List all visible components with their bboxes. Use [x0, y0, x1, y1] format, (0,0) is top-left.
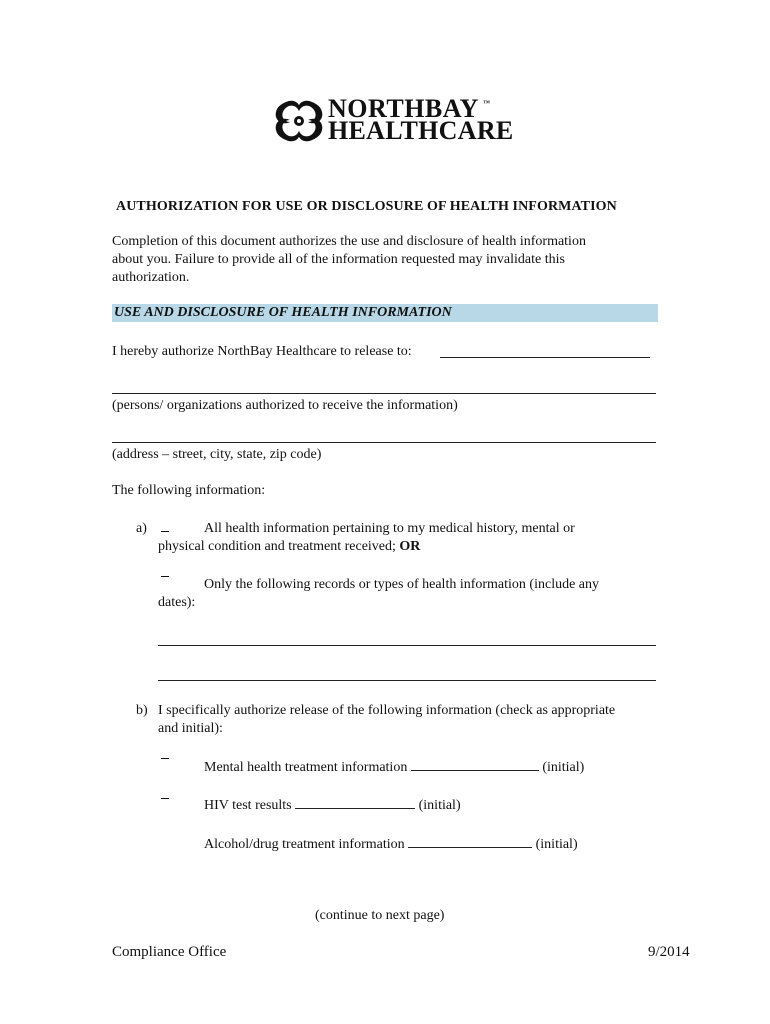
- specific-records-field-2[interactable]: [158, 680, 656, 681]
- northbay-logo: [272, 94, 514, 146]
- hiv-initial-suffix: (initial): [418, 798, 461, 813]
- footer-left: Compliance Office: [112, 944, 227, 960]
- option-b-line-2: and initial):: [158, 721, 223, 736]
- option-a-marker: a): [136, 521, 147, 536]
- mental-health-initial-suffix: (initial): [542, 760, 585, 775]
- trademark-symbol: ™: [482, 99, 491, 107]
- intro-line-1: Completion of this document authorizes the use and disclosure of health information: [112, 234, 586, 249]
- hiv-label: HIV test results: [204, 798, 292, 813]
- mental-health-label: Mental health treatment information: [204, 760, 408, 775]
- hiv-item: [204, 796, 461, 815]
- hiv-initial-field[interactable]: [295, 796, 415, 809]
- logo-line1: NORTHBAY ™: [328, 94, 491, 123]
- persons-field[interactable]: [112, 393, 656, 394]
- intro-line-2: about you. Failure to provide all of the information requested may invalidate this: [112, 252, 565, 267]
- specific-records-line-2: dates):: [158, 595, 196, 610]
- mental-health-initial-field[interactable]: [411, 758, 539, 771]
- section-heading-bar: [112, 304, 658, 322]
- following-info-label: The following information:: [112, 483, 266, 498]
- address-field[interactable]: [112, 442, 656, 443]
- intro-line-3: authorization.: [112, 270, 190, 285]
- continue-note: (continue to next page): [315, 908, 445, 923]
- address-caption: (address – street, city, state, zip code): [112, 447, 322, 462]
- all-info-checkbox[interactable]: [161, 531, 169, 532]
- persons-caption: (persons/ organizations authorized to receive the information): [112, 398, 458, 413]
- option-b-line-1: I specifically authorize release of the following information (check as appropriate: [158, 703, 616, 718]
- all-info-line-1: All health information pertaining to my medical history, mental or: [204, 521, 575, 536]
- mental-health-item: [204, 758, 584, 777]
- option-b-marker: b): [136, 703, 148, 718]
- footer-right: 9/2014: [648, 944, 690, 960]
- section-heading: USE AND DISCLOSURE OF HEALTH INFORMATION: [114, 305, 452, 320]
- mental-health-checkbox[interactable]: [161, 758, 169, 759]
- alcohol-drug-initial-suffix: (initial): [535, 837, 578, 852]
- specific-records-field-1[interactable]: [158, 645, 656, 646]
- hiv-checkbox[interactable]: [161, 798, 169, 799]
- release-to-field[interactable]: [440, 357, 650, 358]
- alcohol-drug-initial-field[interactable]: [408, 835, 532, 848]
- specific-records-checkbox[interactable]: [161, 576, 169, 577]
- logo-line2: HEALTHCARE: [328, 116, 514, 145]
- or-keyword: OR: [399, 539, 421, 554]
- document-title: AUTHORIZATION FOR USE OR DISCLOSURE OF HEALTH INFORMATION: [116, 199, 617, 214]
- northbay-knot-icon: [272, 98, 326, 144]
- alcohol-drug-item: [204, 835, 578, 854]
- release-to-label: I hereby authorize NorthBay Healthcare to release to:: [112, 344, 412, 359]
- alcohol-drug-label: Alcohol/drug treatment information: [204, 837, 405, 852]
- specific-records-line-1: Only the following records or types of health information (include any: [204, 577, 600, 592]
- all-info-line-2: physical condition and treatment received; OR: [158, 539, 421, 554]
